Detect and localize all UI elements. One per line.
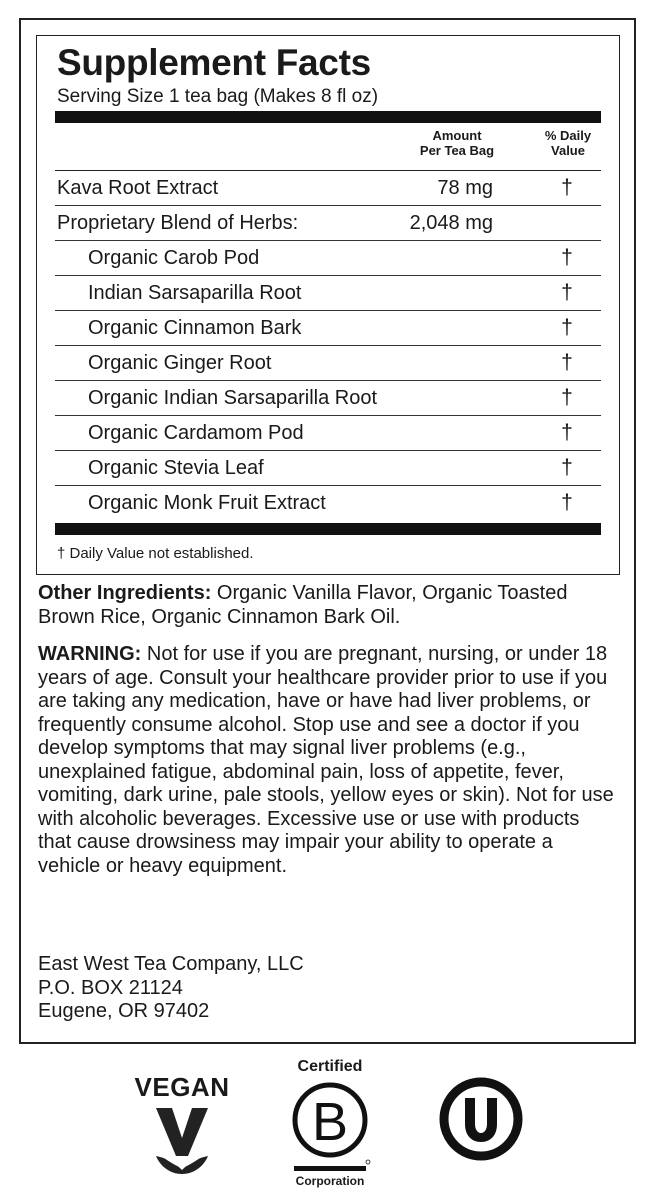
daily-value-mark: †	[561, 246, 573, 269]
daily-value-mark: †	[561, 386, 573, 409]
ingredient-name: Organic Monk Fruit Extract	[88, 492, 326, 514]
table-row	[55, 415, 601, 450]
table-row	[55, 310, 601, 345]
other-ingredients-text: Organic Vanilla Flavor, Organic Toasted Brown Rice, Organic Cinnamon Bark Oil.	[38, 582, 568, 628]
amount-header: Amount Per Tea Bag	[419, 128, 495, 158]
other-ingredients	[38, 582, 618, 629]
ingredient-name: Organic Cinnamon Bark	[88, 317, 302, 339]
daily-value-mark: †	[561, 491, 573, 514]
table-row	[55, 345, 601, 380]
ingredient-name: Kava Root Extract	[57, 177, 219, 199]
top-divider-bar	[55, 111, 601, 123]
bcorp-certified-text: Certified	[297, 1058, 363, 1075]
vegan-logo	[130, 1072, 234, 1176]
table-row	[55, 275, 601, 310]
table-row	[55, 205, 601, 240]
svg-text:B: B	[311, 1092, 349, 1152]
ingredient-name: Organic Carob Pod	[88, 247, 260, 269]
ou-kosher-icon	[438, 1076, 524, 1162]
ingredient-amount: 78 mg	[437, 177, 493, 199]
b-corp-icon	[282, 1078, 378, 1174]
ingredient-name: Proprietary Blend of Herbs:	[57, 212, 299, 234]
daily-value-mark: †	[561, 176, 573, 199]
certified-b-corporation-logo	[282, 1058, 378, 1192]
ingredient-amount: 2,048 mg	[409, 212, 493, 234]
ingredient-name: Organic Ginger Root	[88, 352, 272, 374]
footnote: † Daily Value not established.	[57, 545, 254, 562]
table-row	[55, 240, 601, 275]
serving-size: Serving Size 1 tea bag (Makes 8 fl oz)	[57, 86, 379, 107]
daily-value-mark: †	[561, 456, 573, 479]
address-line: Eugene, OR 97402	[38, 1000, 210, 1022]
ingredient-name: Indian Sarsaparilla Root	[88, 282, 302, 304]
daily-value-mark: †	[561, 351, 573, 374]
ingredient-name: Organic Cardamom Pod	[88, 422, 304, 444]
vegan-text: VEGAN	[134, 1072, 230, 1102]
bottom-divider-bar	[55, 523, 601, 535]
ingredient-name: Organic Stevia Leaf	[88, 457, 264, 479]
bcorp-corporation-text: Corporation	[295, 1174, 365, 1188]
other-ingredients-label: Other Ingredients:	[38, 582, 212, 604]
table-row	[55, 450, 601, 485]
vegan-v-leaf-icon	[130, 1104, 234, 1178]
address-line: East West Tea Company, LLC	[38, 953, 304, 975]
ou-kosher-logo	[438, 1076, 524, 1162]
facts-title: Supplement Facts	[57, 42, 371, 83]
daily-value-header: % Daily Value	[544, 128, 592, 158]
warning	[38, 643, 618, 878]
supplement-facts-panel	[36, 35, 620, 575]
daily-value-mark: †	[561, 281, 573, 304]
daily-value-mark: †	[561, 421, 573, 444]
warning-text: Not for use if you are pregnant, nursing, or under 18 years of age. Consult your healthcare provider prior to use if you are taking any medication, have or have had liver problems, or frequently consume alcohol. Stop use and see a doctor if you develop symptoms that may signal liver problems (e.g., unexplained fatigue, abdominal pain, loss of appetite, fever, vomiting, dark urine, pale stools, yellow eyes or skin). Not for use with alcoholic beverages. Excessive use or use with products that cause drowsiness may impair your ability to operate a vehicle or heavy equipment.	[38, 643, 614, 877]
ingredient-name: Organic Indian Sarsaparilla Root	[88, 387, 378, 409]
warning-label: WARNING:	[38, 643, 142, 665]
table-row	[55, 170, 601, 205]
company-address	[38, 953, 304, 1024]
address-line: P.O. BOX 21124	[38, 976, 183, 999]
table-row	[55, 380, 601, 415]
table-row	[55, 485, 601, 520]
daily-value-mark: †	[561, 316, 573, 339]
ingredient-rows	[55, 170, 601, 520]
